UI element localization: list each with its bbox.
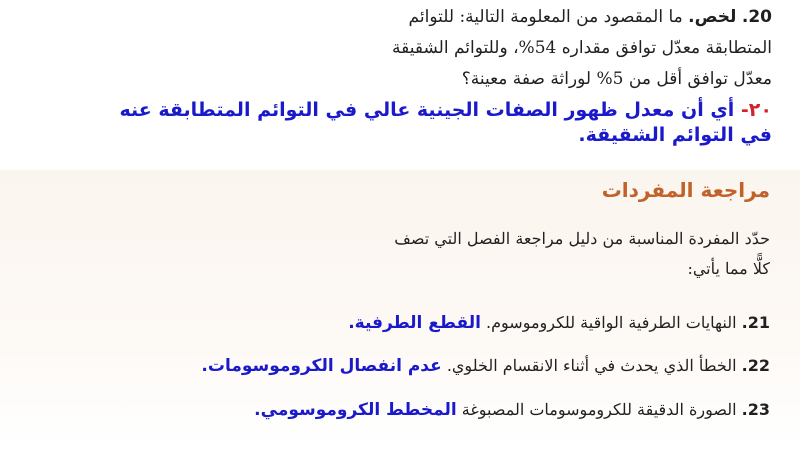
answer-number: ٢٠- — [740, 99, 772, 121]
section-title: مراجعة المفردات — [601, 178, 770, 202]
item-text: الصورة الدقيقة للكروموسومات المصبوغة — [461, 400, 737, 419]
vocab-item-22 — [201, 356, 770, 376]
item-text: النهايات الطرفية الواقية للكروموسوم. — [486, 313, 737, 332]
question-20-line-2: المتطابقة معدّل توافق مقداره 54%، وللتوائم الشقيقة — [392, 38, 772, 58]
vocab-item-23 — [254, 400, 770, 420]
vocab-item-21 — [348, 313, 770, 333]
question-20-line-1 — [252, 2, 772, 33]
item-number: 22. — [741, 356, 770, 375]
item-answer: المخطط الكروموسومي. — [254, 400, 457, 420]
item-answer: القطع الطرفية. — [348, 313, 481, 333]
instruction-line-1: حدّد المفردة المناسبة من دليل مراجعة الفصل التي تصف — [394, 229, 770, 248]
question-20-line-3: معدّل توافق أقل من 5% لوراثة صفة معينة؟ — [461, 69, 772, 89]
question-text: ما المقصود من المعلومة التالية: للتوائم — [408, 7, 683, 27]
item-answer: عدم انفصال الكروموسومات. — [201, 356, 442, 376]
item-number: 23. — [741, 400, 770, 419]
instruction-line-2: كلًّا مما يأتي: — [687, 259, 770, 278]
question-keyword: لخص. — [688, 7, 737, 27]
answer-20 — [112, 98, 772, 148]
item-text: الخطأ الذي يحدث في أثناء الانقسام الخلوي. — [446, 356, 737, 375]
question-20 — [252, 2, 772, 95]
question-number: 20. — [741, 7, 772, 27]
instructions — [350, 224, 770, 284]
item-number: 21. — [741, 313, 770, 332]
answer-text: أي أن معدل ظهور الصفات الجينية عالي في التوائم المتطابقة عنه في التوائم الشقيقة. — [119, 99, 772, 146]
